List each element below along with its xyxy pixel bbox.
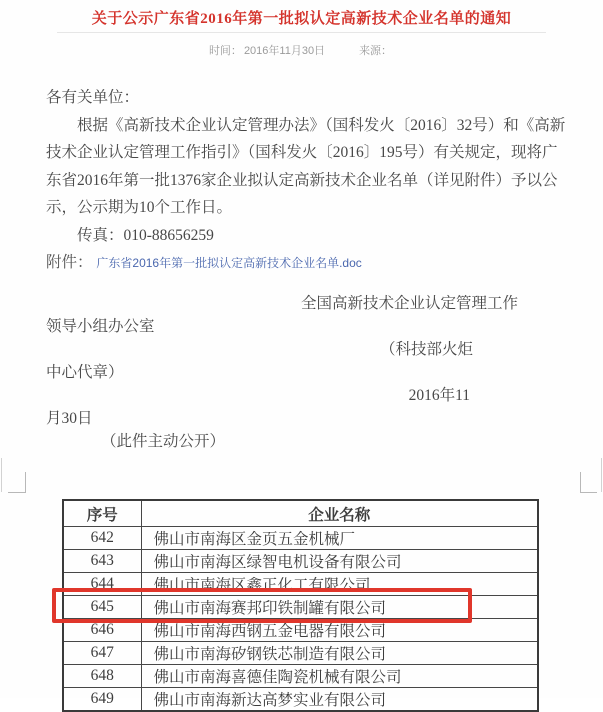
cell-serial-number: 643 — [63, 550, 141, 573]
signature-line: 中心代章） — [46, 364, 124, 381]
signature-line: 2016年11 — [408, 387, 470, 404]
table-row — [63, 550, 538, 573]
table-row — [63, 665, 538, 688]
page-title: 关于公示广东省2016年第一批拟认定高新技术企业名单的通知 — [91, 11, 512, 27]
cell-serial-number: 642 — [63, 527, 141, 550]
cell-company-name: 佛山市南海新达高梦实业有限公司 — [141, 688, 538, 712]
attachment-link[interactable]: 广东省2016年第一批拟认定高新技术企业名单.doc — [96, 256, 362, 270]
cell-company-name: 佛山市南海矽钢铁芯制造有限公司 — [141, 642, 538, 665]
paragraph-line: 技术企业认定管理工作指引》（国科发火〔2016〕195号）有关规定，现将广 — [46, 144, 558, 161]
cell-company-name: 佛山市南海赛邦印铁制罐有限公司 — [141, 596, 538, 619]
meta-time-value: 2016年11月30日 — [243, 45, 326, 57]
meta-time-label: 时间： — [208, 45, 242, 57]
table-row-highlighted — [63, 596, 538, 619]
table-row — [63, 688, 538, 712]
paragraph-line: 根据《高新技术企业认定管理办法》（国科发火〔2016〕32号）和《高新 — [77, 116, 566, 134]
cell-serial-number: 647 — [63, 642, 141, 665]
notice-paragraph — [46, 112, 566, 222]
table-row — [63, 573, 538, 596]
attachment-line — [46, 249, 562, 278]
notice-body — [46, 84, 566, 278]
company-table — [62, 499, 539, 712]
table-header-row — [63, 500, 538, 527]
column-header-name: 企业名称 — [141, 500, 538, 527]
cell-serial-number: 646 — [63, 619, 141, 642]
signature-line: （科技部火炬 — [379, 341, 473, 358]
paragraph-line: 东省2016年第一批1376家企业拟认定高新技术企业名单（详见附件）予以公 — [46, 171, 558, 189]
cell-serial-number: 645 — [63, 596, 141, 619]
cell-company-name: 佛山市南海区绿智电机设备有限公司 — [141, 550, 538, 573]
page-edge-mark-left — [1, 458, 2, 492]
salutation: 各有关单位： — [46, 89, 140, 106]
page-corner-mark-left — [8, 472, 26, 493]
paragraph-line: 示，公示期为10个工作日。 — [46, 199, 233, 216]
title-divider — [57, 32, 546, 33]
cell-company-name: 佛山市南海区金页五金机械厂 — [141, 527, 538, 550]
signature-line: （此件主动公开） — [101, 433, 226, 450]
cell-serial-number: 649 — [63, 688, 141, 712]
page-edge-mark-right — [601, 458, 602, 492]
signature-line: 月30日 — [46, 410, 93, 427]
cell-company-name: 佛山市南海西钢五金电器有限公司 — [141, 619, 538, 642]
signature-block — [46, 292, 558, 453]
cell-company-name: 佛山市南海区鑫正化工有限公司 — [141, 573, 538, 596]
table-row — [63, 642, 538, 665]
table-row — [63, 527, 538, 550]
fax-line: 传真：010-88656259 — [77, 226, 214, 244]
signature-line: 全国高新技术企业认定管理工作 — [300, 295, 518, 312]
page-corner-mark-right — [580, 472, 597, 493]
signature-line: 领导小组办公室 — [46, 318, 155, 335]
cell-serial-number: 644 — [63, 573, 141, 596]
attachment-label: 附件： — [46, 254, 93, 271]
meta-source-label: 来源： — [359, 45, 393, 57]
table-row — [63, 619, 538, 642]
meta-row — [0, 42, 603, 58]
cell-company-name: 佛山市南海喜德佳陶瓷机械有限公司 — [141, 665, 538, 688]
column-header-no: 序号 — [63, 500, 141, 527]
table-body — [63, 527, 538, 712]
cell-serial-number: 648 — [63, 665, 141, 688]
